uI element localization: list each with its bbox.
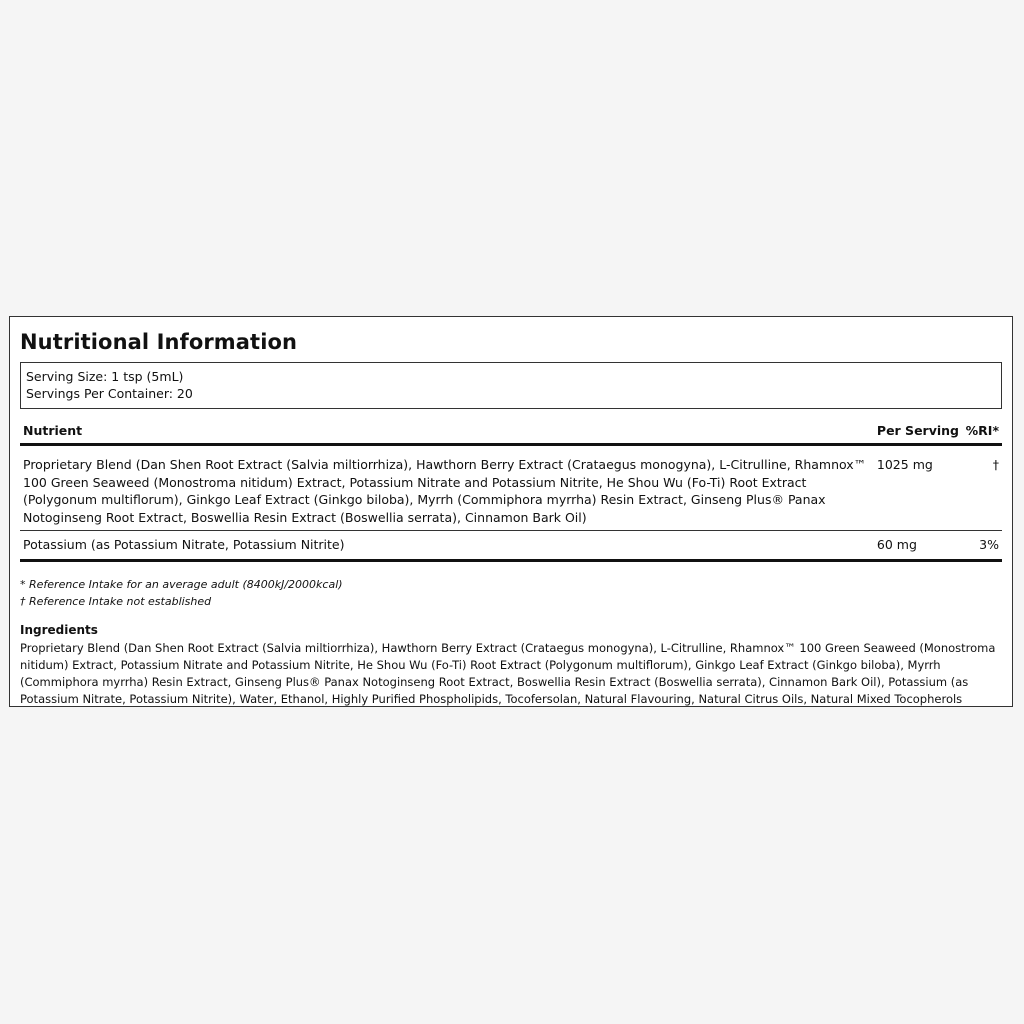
header-per-serving: Per Serving (874, 418, 962, 445)
ri-value: 3% (962, 531, 1002, 561)
table-row (20, 445, 1002, 531)
header-ri: %RI* (962, 418, 1002, 445)
nutrient-table (20, 418, 1002, 562)
serving-size: Serving Size: 1 tsp (5mL) (26, 369, 184, 384)
per-serving-value: 1025 mg (874, 445, 962, 531)
servings-per-container: Servings Per Container: 20 (26, 386, 193, 401)
footnote-not-established: † Reference Intake not established (20, 594, 212, 608)
nutrient-name: Potassium (as Potassium Nitrate, Potassium Nitrite) (20, 531, 874, 561)
table-row (20, 531, 1002, 561)
footnotes (20, 576, 1002, 610)
table-header-row (20, 418, 1002, 445)
ingredients-text: Proprietary Blend (Dan Shen Root Extract (Salvia miltiorrhiza), Hawthorn Berry Extract (Crataegus monogyna), L-Citrulline, Rhamnox™ 100 Green Seaweed (Monostroma nitidum) Extract, Potassium Nitrate and Potassium Nitrite, He Shou Wu (Fo-Ti) Root Extract (Polygonum multiflorum), Ginkgo Leaf Extract (Ginkgo biloba), Myrrh (Commiphora myrrha) Resin Extract, Ginseng Plus® Panax Notoginseng Root Extract, Boswellia Resin Extract (Boswellia serrata), Cinnamon Bark Oil), Potassium (as Potassium Nitrate, Potassium Nitrite), Water, Ethanol, Highly Purified Phospholipids, Tocofersolan, Natural Flavouring, Natural Citrus Oils, Natural Mixed Tocopherols (20, 640, 996, 706)
ingredients-heading: Ingredients (20, 622, 98, 637)
header-nutrient: Nutrient (20, 418, 874, 445)
panel-title: Nutritional Information (20, 330, 298, 354)
nutrition-panel (9, 316, 1013, 707)
ri-value: † (962, 445, 1002, 531)
per-serving-value: 60 mg (874, 531, 962, 561)
footnote-reference-intake: * Reference Intake for an average adult (8400kJ/2000kcal) (20, 577, 343, 591)
serving-info-box (20, 362, 1002, 409)
nutrient-name: Proprietary Blend (Dan Shen Root Extract (Salvia miltiorrhiza), Hawthorn Berry Extract (Crataegus monogyna), L-Citrulline, Rhamnox™ 100 Green Seaweed (Monostroma nitidum) Extract, Potassium Nitrate and Potassium Nitrite, He Shou Wu (Fo-Ti) Root Extract (Polygonum multiflorum), Ginkgo Leaf Extract (Ginkgo biloba), Myrrh (Commiphora myrrha) Resin Extract, Ginseng Plus® Panax Notoginseng Root Extract, Boswellia Resin Extract (Boswellia serrata), Cinnamon Bark Oil) (20, 445, 874, 531)
